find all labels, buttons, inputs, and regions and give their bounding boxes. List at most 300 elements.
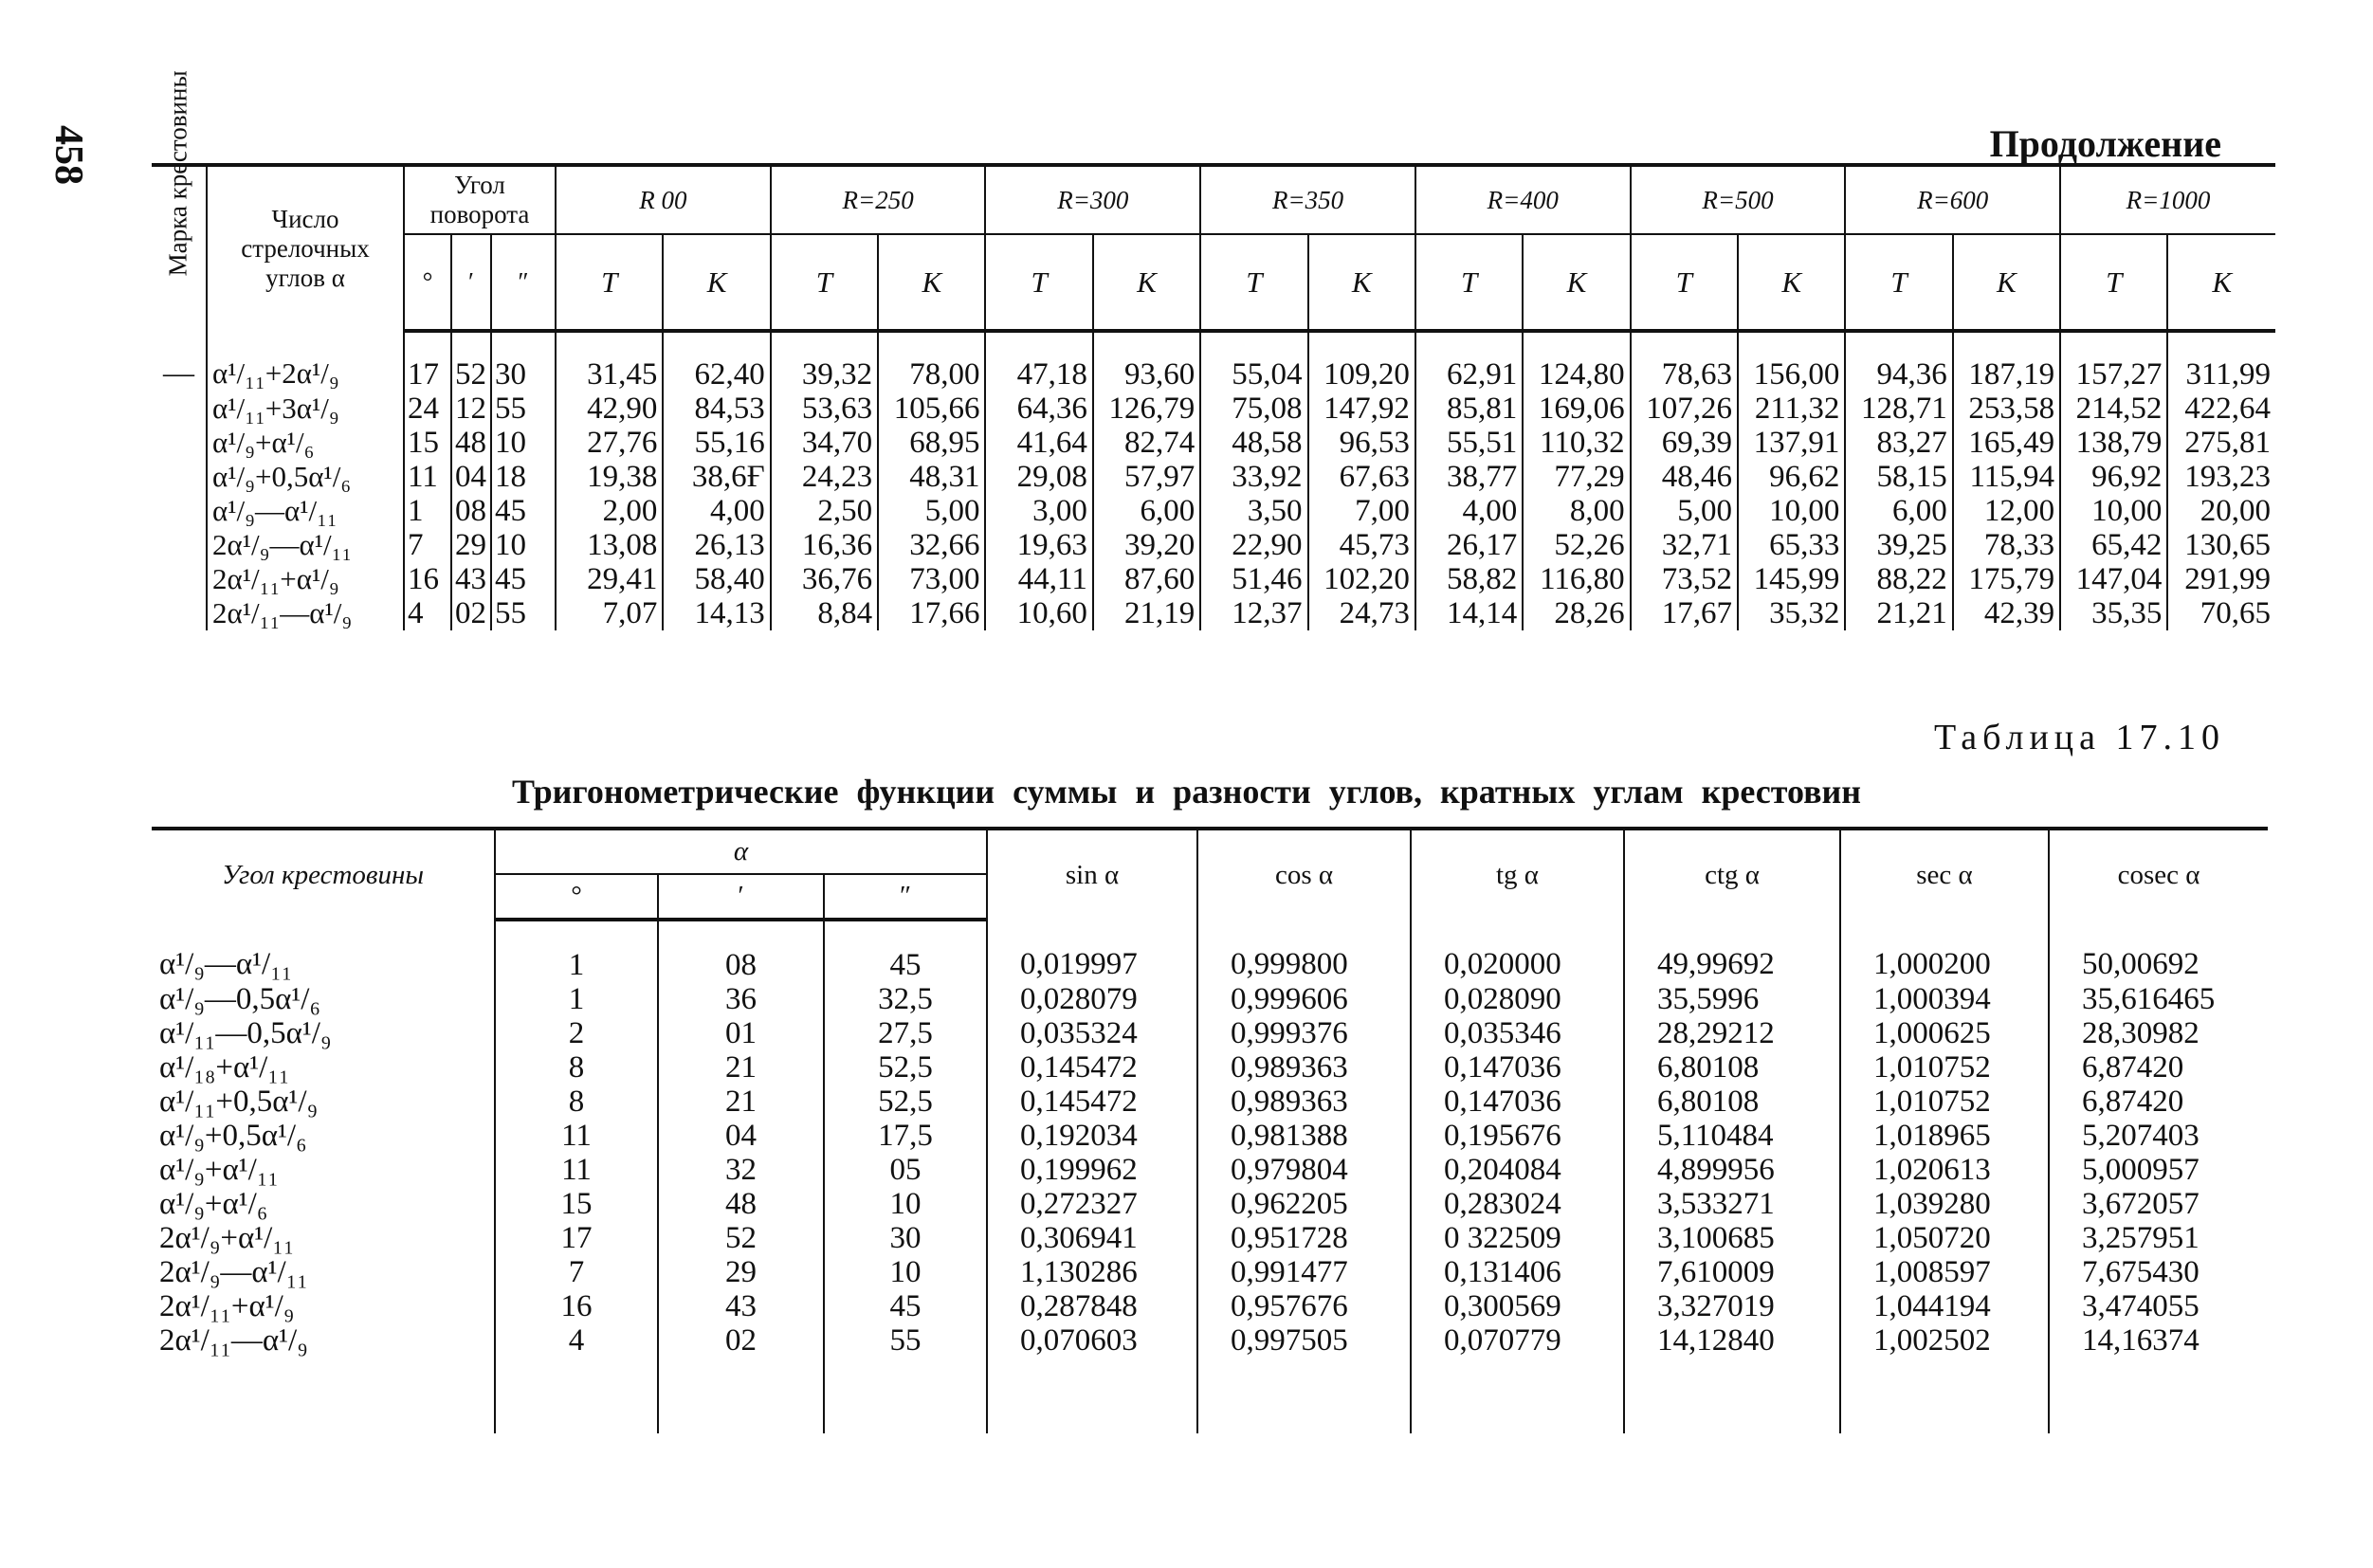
cos-cell: 0,997505	[1197, 1323, 1411, 1358]
sec-cell: 45	[491, 562, 556, 596]
cos-cell: 0,999606	[1197, 982, 1411, 1016]
k-value-cell: 116,80	[1523, 562, 1630, 596]
sec-cell: 1,010752	[1840, 1085, 2049, 1119]
table-title: Тригонометрические функции суммы и разности углов, кратных углам крестовин	[511, 773, 1861, 811]
sec-cell: 10	[491, 528, 556, 562]
t-value-cell: 48,58	[1200, 426, 1307, 460]
t-value-cell: 73,52	[1631, 562, 1738, 596]
k-value-cell: 96,53	[1308, 426, 1415, 460]
empty-cell	[495, 1358, 658, 1433]
t-value-cell: 10,00	[2060, 494, 2167, 528]
table-row	[152, 596, 2275, 630]
sec-cell: 18	[491, 460, 556, 494]
cosec-cell: 3,474055	[2049, 1289, 2268, 1323]
sec-cell: 52,5	[824, 1050, 987, 1085]
empty-cell	[2049, 1358, 2268, 1433]
t-value-cell: 2,50	[771, 494, 878, 528]
k-value-cell: 10,00	[1738, 494, 1845, 528]
min-cell: 36	[658, 982, 824, 1016]
radius-header: R=1000	[2060, 165, 2275, 234]
radius-header: R=400	[1415, 165, 1631, 234]
t-value-cell: 38,77	[1415, 460, 1523, 494]
k-value-cell: 93,60	[1093, 331, 1200, 392]
deg-cell: 15	[495, 1187, 658, 1221]
table-row	[152, 1016, 2268, 1050]
t-value-cell: 128,71	[1845, 392, 1952, 426]
sec-cell: 30	[824, 1221, 987, 1255]
t-value-cell: 33,92	[1200, 460, 1307, 494]
sec-cell: 10	[824, 1255, 987, 1289]
t-value-cell: 36,76	[771, 562, 878, 596]
t-value-cell: 16,36	[771, 528, 878, 562]
mark-cell: —	[163, 356, 194, 392]
ctg-cell: 14,12840	[1624, 1323, 1840, 1358]
sin-cell: 0,306941	[987, 1221, 1197, 1255]
min-cell: 52	[658, 1221, 824, 1255]
t-value-cell: 13,08	[556, 528, 663, 562]
k-value-cell: 67,63	[1308, 460, 1415, 494]
min-cell: 48	[658, 1187, 824, 1221]
cos-cell: 0,999376	[1197, 1016, 1411, 1050]
t-value-cell: 39,32	[771, 331, 878, 392]
t-value-cell: 69,39	[1631, 426, 1738, 460]
table-row	[152, 426, 2275, 460]
ctg-cell: 49,99692	[1624, 920, 1840, 982]
cos-header: cos α	[1197, 829, 1411, 920]
t-value-cell: 65,42	[2060, 528, 2167, 562]
t-value-cell: 75,08	[1200, 392, 1307, 426]
table-row	[152, 562, 2275, 596]
radius-header: R=350	[1200, 165, 1415, 234]
cos-cell: 0,991477	[1197, 1255, 1411, 1289]
table-row	[152, 1050, 2268, 1085]
mark-cell	[152, 562, 207, 596]
table-row	[152, 1289, 2268, 1323]
sin-cell: 0,272327	[987, 1187, 1197, 1221]
deg-cell: 4	[404, 596, 451, 630]
t-value-cell: 64,36	[985, 392, 1092, 426]
sin-cell: 0,199962	[987, 1153, 1197, 1187]
t-value-cell: 157,27	[2060, 331, 2167, 392]
tg-cell: 0,204084	[1411, 1153, 1624, 1187]
empty-cell	[1624, 1358, 1840, 1433]
sin-cell: 0,070603	[987, 1323, 1197, 1358]
empty-cell	[824, 1358, 987, 1433]
sec-cell: 55	[491, 392, 556, 426]
t-value-cell: 85,81	[1415, 392, 1523, 426]
angle-combo-cell: α¹/₉+α¹/₆	[207, 426, 404, 460]
k-header: K	[1308, 234, 1415, 331]
sec-cell: 1,039280	[1840, 1187, 2049, 1221]
k-header: K	[663, 234, 770, 331]
k-value-cell: 175,79	[1953, 562, 2060, 596]
k-value-cell: 6,00	[1093, 494, 1200, 528]
cosec-cell: 5,000957	[2049, 1153, 2268, 1187]
min-cell: 01	[658, 1016, 824, 1050]
deg-header: °	[495, 874, 658, 920]
t-value-cell: 12,37	[1200, 596, 1307, 630]
tg-cell: 0,195676	[1411, 1119, 1624, 1153]
t-header: T	[2060, 234, 2167, 331]
sec-cell: 1,010752	[1840, 1050, 2049, 1085]
k-value-cell: 57,97	[1093, 460, 1200, 494]
radius-header: R=300	[985, 165, 1200, 234]
k-value-cell: 311,99	[2167, 331, 2275, 392]
min-cell: 21	[658, 1085, 824, 1119]
min-cell: 29	[451, 528, 491, 562]
deg-cell: 17	[404, 331, 451, 392]
min-cell: 29	[658, 1255, 824, 1289]
ctg-cell: 6,80108	[1624, 1085, 1840, 1119]
tg-cell: 0 322509	[1411, 1221, 1624, 1255]
deg-cell: 11	[495, 1119, 658, 1153]
deg-header: °	[404, 234, 451, 331]
k-value-cell: 73,00	[878, 562, 985, 596]
table-row	[152, 331, 2275, 392]
cos-cell: 0,989363	[1197, 1085, 1411, 1119]
t-value-cell: 51,46	[1200, 562, 1307, 596]
t-value-cell: 22,90	[1200, 528, 1307, 562]
sec-cell: 1,008597	[1840, 1255, 2049, 1289]
t-header: T	[556, 234, 663, 331]
ctg-cell: 3,100685	[1624, 1221, 1840, 1255]
tg-cell: 0,028090	[1411, 982, 1624, 1016]
k-value-cell: 39,20	[1093, 528, 1200, 562]
tg-cell: 0,070779	[1411, 1323, 1624, 1358]
t-header: T	[1415, 234, 1523, 331]
page-number: 458	[46, 125, 90, 185]
min-cell: 04	[451, 460, 491, 494]
empty-cell	[987, 1358, 1197, 1433]
k-value-cell: 21,19	[1093, 596, 1200, 630]
k-value-cell: 275,81	[2167, 426, 2275, 460]
cosec-cell: 3,257951	[2049, 1221, 2268, 1255]
t-value-cell: 35,35	[2060, 596, 2167, 630]
sec-header: ″	[824, 874, 987, 920]
angle-cell: α¹/₁₁+0,5α¹/₉	[159, 1085, 319, 1119]
sec-cell: 1,020613	[1840, 1153, 2049, 1187]
sec-cell: 10	[824, 1187, 987, 1221]
sin-cell: 0,035324	[987, 1016, 1197, 1050]
mark-cell	[152, 528, 207, 562]
k-header: K	[2167, 234, 2275, 331]
sin-cell: 1,130286	[987, 1255, 1197, 1289]
angle-cell: α¹/₉—0,5α¹/₆	[159, 982, 320, 1016]
ctg-cell: 3,327019	[1624, 1289, 1840, 1323]
sin-header: sin α	[987, 829, 1197, 920]
continuation-label: Продолжение	[1989, 122, 2221, 165]
k-value-cell: 102,20	[1308, 562, 1415, 596]
ctg-cell: 28,29212	[1624, 1016, 1840, 1050]
mark-cell	[152, 460, 207, 494]
table-row	[152, 1085, 2268, 1119]
table-row	[152, 460, 2275, 494]
t-value-cell: 55,04	[1200, 331, 1307, 392]
tg-cell: 0,131406	[1411, 1255, 1624, 1289]
t-value-cell: 24,23	[771, 460, 878, 494]
k-value-cell: 65,33	[1738, 528, 1845, 562]
t-value-cell: 19,38	[556, 460, 663, 494]
cos-cell: 0,979804	[1197, 1153, 1411, 1187]
sec-cell: 27,5	[824, 1016, 987, 1050]
k-value-cell: 70,65	[2167, 596, 2275, 630]
k-value-cell: 68,95	[878, 426, 985, 460]
min-cell: 43	[658, 1289, 824, 1323]
deg-cell: 2	[495, 1016, 658, 1050]
table-row	[152, 392, 2275, 426]
angle-cell: 2α¹/₁₁—α¹/₉	[159, 1323, 308, 1358]
table-row	[152, 1221, 2268, 1255]
k-value-cell: 422,64	[2167, 392, 2275, 426]
k-value-cell: 211,32	[1738, 392, 1845, 426]
deg-cell: 11	[495, 1153, 658, 1187]
k-value-cell: 52,26	[1523, 528, 1630, 562]
min-header: ′	[451, 234, 491, 331]
k-value-cell: 105,66	[878, 392, 985, 426]
angle-cell: α¹/₁₁—0,5α¹/₉	[159, 1016, 332, 1050]
min-cell: 02	[658, 1323, 824, 1358]
sin-cell: 0,145472	[987, 1050, 1197, 1085]
angle-cell: α¹/₉—α¹/₁₁	[159, 947, 293, 981]
tg-cell: 0,147036	[1411, 1050, 1624, 1085]
t-value-cell: 8,84	[771, 596, 878, 630]
ctg-cell: 5,110484	[1624, 1119, 1840, 1153]
k-header: K	[1738, 234, 1845, 331]
t-value-cell: 147,04	[2060, 562, 2167, 596]
cosec-cell: 35,616465	[2049, 982, 2268, 1016]
angle-cell: 2α¹/₁₁+α¹/₉	[159, 1289, 295, 1323]
t-value-cell: 21,21	[1845, 596, 1952, 630]
radius-header: R=250	[771, 165, 986, 234]
empty-cell	[1411, 1358, 1624, 1433]
radius-header: R=600	[1845, 165, 2060, 234]
t-value-cell: 88,22	[1845, 562, 1952, 596]
angle-combo-cell: 2α¹/₁₁+α¹/₉	[207, 562, 404, 596]
k-value-cell: 156,00	[1738, 331, 1845, 392]
sec-cell: 1,000394	[1840, 982, 2049, 1016]
t-value-cell: 5,00	[1631, 494, 1738, 528]
ctg-header: ctg α	[1624, 829, 1840, 920]
t-value-cell: 48,46	[1631, 460, 1738, 494]
k-value-cell: 137,91	[1738, 426, 1845, 460]
sin-cell: 0,287848	[987, 1289, 1197, 1323]
cos-cell: 0,951728	[1197, 1221, 1411, 1255]
k-value-cell: 78,33	[1953, 528, 2060, 562]
t-value-cell: 94,36	[1845, 331, 1952, 392]
cosec-cell: 5,207403	[2049, 1119, 2268, 1153]
k-value-cell: 8,00	[1523, 494, 1630, 528]
ctg-cell: 6,80108	[1624, 1050, 1840, 1085]
ctg-cell: 4,899956	[1624, 1153, 1840, 1187]
k-value-cell: 82,74	[1093, 426, 1200, 460]
tg-cell: 0,020000	[1411, 920, 1624, 982]
table2-body	[152, 920, 2268, 1433]
sec-cell: 1,018965	[1840, 1119, 2049, 1153]
deg-cell: 1	[404, 494, 451, 528]
t-value-cell: 10,60	[985, 596, 1092, 630]
t-value-cell: 7,07	[556, 596, 663, 630]
k-value-cell: 35,32	[1738, 596, 1845, 630]
sin-cell: 0,028079	[987, 982, 1197, 1016]
k-value-cell: 62,40	[663, 331, 770, 392]
cosec-cell: 6,87420	[2049, 1085, 2268, 1119]
trig-functions-table	[152, 827, 2268, 1433]
t-value-cell: 47,18	[985, 331, 1092, 392]
deg-cell: 11	[404, 460, 451, 494]
angle-combo-cell: α¹/₁₁+2α¹/₉	[207, 331, 404, 392]
t-value-cell: 34,70	[771, 426, 878, 460]
k-value-cell: 28,26	[1523, 596, 1630, 630]
sec-fn-header: sec α	[1840, 829, 2049, 920]
k-value-cell: 7,00	[1308, 494, 1415, 528]
count-header: Число стрелочных углов α	[207, 165, 404, 331]
deg-cell: 24	[404, 392, 451, 426]
k-value-cell: 115,94	[1953, 460, 2060, 494]
k-value-cell: 24,73	[1308, 596, 1415, 630]
sec-cell: 1,000625	[1840, 1016, 2049, 1050]
radius-header: R 00	[556, 165, 771, 234]
angle-cell: α¹/₉+α¹/₁₁	[159, 1153, 279, 1187]
angle-cell: 2α¹/₉—α¹/₁₁	[159, 1255, 308, 1289]
mark-cell	[152, 392, 207, 426]
cos-cell: 0,989363	[1197, 1050, 1411, 1085]
k-value-cell: 32,66	[878, 528, 985, 562]
empty-cell	[1197, 1358, 1411, 1433]
k-value-cell: 169,06	[1523, 392, 1630, 426]
t-value-cell: 39,25	[1845, 528, 1952, 562]
t-value-cell: 32,71	[1631, 528, 1738, 562]
k-value-cell: 193,23	[2167, 460, 2275, 494]
table-row	[152, 982, 2268, 1016]
t-value-cell: 19,63	[985, 528, 1092, 562]
t-value-cell: 96,92	[2060, 460, 2167, 494]
t-value-cell: 29,41	[556, 562, 663, 596]
angle-combo-cell: α¹/₉—α¹/₁₁	[207, 494, 404, 528]
table1-body	[152, 331, 2275, 630]
filler-row	[152, 1358, 2268, 1433]
t-value-cell: 58,15	[1845, 460, 1952, 494]
empty-cell	[1840, 1358, 2049, 1433]
sec-cell: 1,002502	[1840, 1323, 2049, 1358]
t-value-cell: 27,76	[556, 426, 663, 460]
t-value-cell: 4,00	[1415, 494, 1523, 528]
min-cell: 08	[451, 494, 491, 528]
sec-cell: 55	[824, 1323, 987, 1358]
t-value-cell: 214,52	[2060, 392, 2167, 426]
k-value-cell: 17,66	[878, 596, 985, 630]
table-row	[152, 494, 2275, 528]
sec-cell: 17,5	[824, 1119, 987, 1153]
cos-cell: 0,999800	[1197, 920, 1411, 982]
t-value-cell: 3,00	[985, 494, 1092, 528]
t-value-cell: 107,26	[1631, 392, 1738, 426]
min-cell: 48	[451, 426, 491, 460]
table-row	[152, 1153, 2268, 1187]
k-value-cell: 55,16	[663, 426, 770, 460]
k-value-cell: 87,60	[1093, 562, 1200, 596]
deg-cell: 4	[495, 1323, 658, 1358]
empty-cell	[152, 1358, 495, 1433]
sec-cell: 52,5	[824, 1085, 987, 1119]
table-row	[152, 1255, 2268, 1289]
sec-cell: 45	[824, 920, 987, 982]
t-value-cell: 42,90	[556, 392, 663, 426]
sin-cell: 0,192034	[987, 1119, 1197, 1153]
ctg-cell: 3,533271	[1624, 1187, 1840, 1221]
table-row	[152, 528, 2275, 562]
t-value-cell: 138,79	[2060, 426, 2167, 460]
angle-cell: α¹/₉+0,5α¹/₆	[159, 1119, 307, 1153]
t-header: T	[771, 234, 878, 331]
sec-cell: 45	[824, 1289, 987, 1323]
deg-cell: 17	[495, 1221, 658, 1255]
tg-cell: 0,283024	[1411, 1187, 1624, 1221]
cosec-header: cosec α	[2049, 829, 2268, 920]
sec-cell: 55	[491, 596, 556, 630]
k-header: K	[1523, 234, 1630, 331]
cosec-cell: 50,00692	[2049, 920, 2268, 982]
min-cell: 32	[658, 1153, 824, 1187]
mark-cell	[152, 494, 207, 528]
t-header: T	[1631, 234, 1738, 331]
t-value-cell: 6,00	[1845, 494, 1952, 528]
t-value-cell: 26,17	[1415, 528, 1523, 562]
angle-combo-cell: 2α¹/₁₁—α¹/₉	[207, 596, 404, 630]
alpha-header: α	[495, 829, 987, 874]
t-value-cell: 14,14	[1415, 596, 1523, 630]
k-value-cell: 84,53	[663, 392, 770, 426]
deg-cell: 8	[495, 1085, 658, 1119]
deg-cell: 16	[495, 1289, 658, 1323]
radius-header: R=500	[1631, 165, 1846, 234]
t-header: T	[1200, 234, 1307, 331]
sec-cell: 1,050720	[1840, 1221, 2049, 1255]
k-header: K	[878, 234, 985, 331]
ctg-cell: 35,5996	[1624, 982, 1840, 1016]
sec-cell: 45	[491, 494, 556, 528]
empty-cell	[658, 1358, 824, 1433]
t-value-cell: 55,51	[1415, 426, 1523, 460]
k-value-cell: 42,39	[1953, 596, 2060, 630]
k-value-cell: 20,00	[2167, 494, 2275, 528]
k-value-cell: 130,65	[2167, 528, 2275, 562]
t-value-cell: 83,27	[1845, 426, 1952, 460]
t-value-cell: 29,08	[985, 460, 1092, 494]
t-header: T	[985, 234, 1092, 331]
mark-header: Марка крестовины	[152, 165, 207, 331]
tg-cell: 0,147036	[1411, 1085, 1624, 1119]
tg-cell: 0,035346	[1411, 1016, 1624, 1050]
deg-cell: 16	[404, 562, 451, 596]
deg-cell: 1	[495, 920, 658, 982]
k-value-cell: 291,99	[2167, 562, 2275, 596]
angle-combo-cell: α¹/₉+0,5α¹/₆	[207, 460, 404, 494]
k-value-cell: 4,00	[663, 494, 770, 528]
sin-cell: 0,019997	[987, 920, 1197, 982]
t-value-cell: 44,11	[985, 562, 1092, 596]
deg-cell: 7	[495, 1255, 658, 1289]
cos-cell: 0,981388	[1197, 1119, 1411, 1153]
k-value-cell: 78,00	[878, 331, 985, 392]
sin-cell: 0,145472	[987, 1085, 1197, 1119]
sec-cell: 30	[491, 331, 556, 392]
t-value-cell: 62,91	[1415, 331, 1523, 392]
min-cell: 02	[451, 596, 491, 630]
tg-cell: 0,300569	[1411, 1289, 1624, 1323]
min-cell: 08	[658, 920, 824, 982]
k-value-cell: 38,6Ғ	[663, 460, 770, 494]
ctg-cell: 7,610009	[1624, 1255, 1840, 1289]
